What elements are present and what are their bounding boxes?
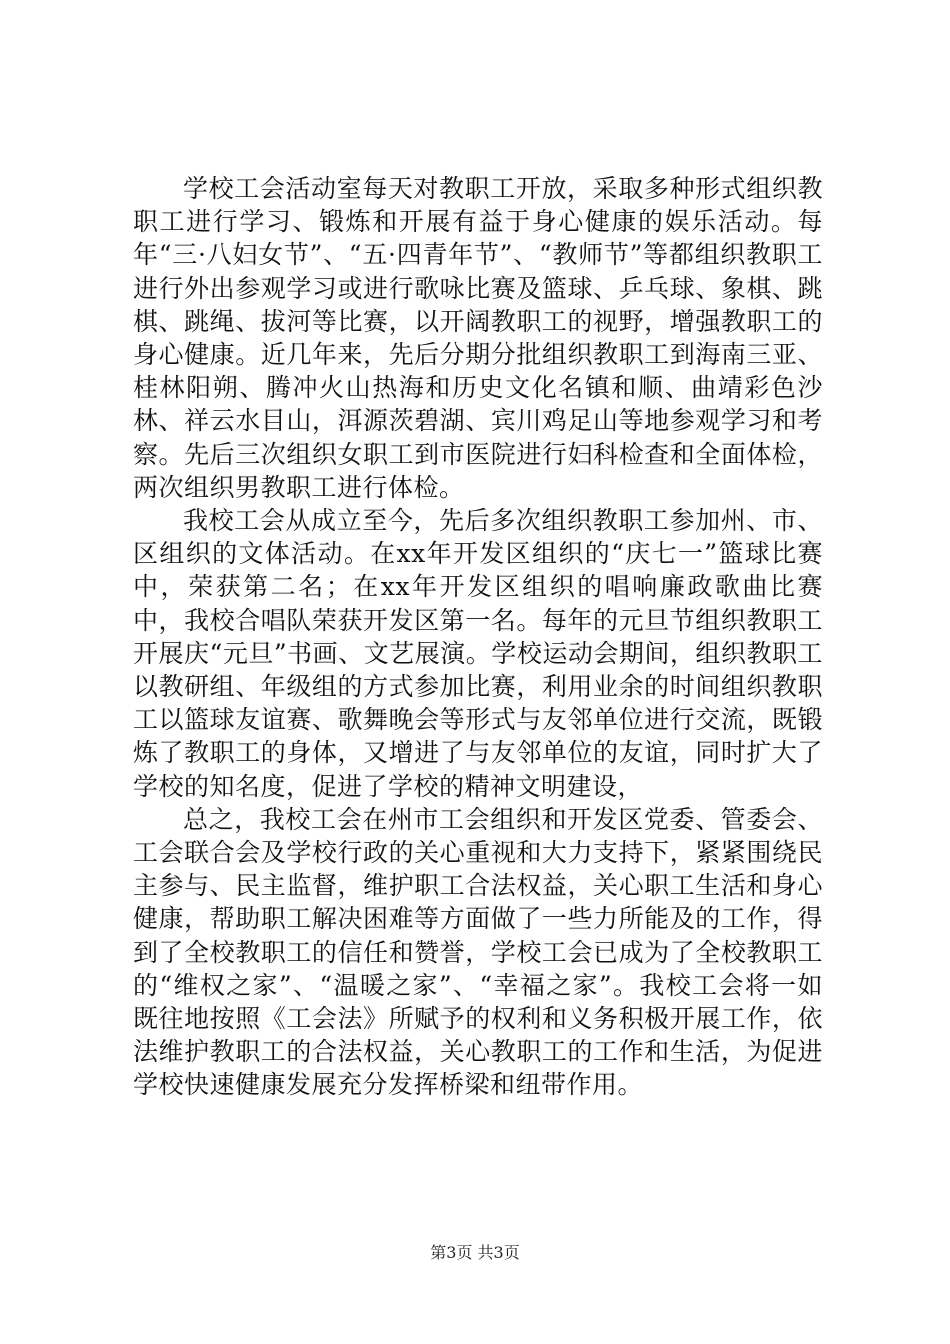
paragraph-activities: 学校工会活动室每天对教职工开放，采取多种形式组织教职工进行学习、锻炼和开展有益于身心健康的娱乐活动。每年“三·八妇女节”、“五·四青年节”、“教师节”等都组织教职工进行外出参观学习或进行歌咏比赛及篮球、乒乓球、象棋、跳棋、跳绳、拔河等比赛，以开阔教职工的视野，增强教职工的身心健康。近几年来，先后分期分批组织教职工到海南三亚、桂林阳朔、腾冲火山热海和历史文化名镇和顺、曲靖彩色沙林、祥云水目山，洱源茨碧湖、宾川鸡足山等地参观学习和考察。先后三次组织女职工到市医院进行妇科检查和全面体检，两次组织男教职工进行体检。: [133, 174, 823, 502]
paragraph-summary: 总之，我校工会在州市工会组织和开发区党委、管委会、工会联合会及学校行政的关心重视和大力支持下，紧紧围绕民主参与、民主监督，维护职工合法权益，关心职工生活和身心健康，帮助职工解决困难等方面做了一些力所能及的工作，得到了全校教职工的信任和赞誉，学校工会已成为了全校教职工的“维权之家”、“温暖之家”、“幸福之家”。我校工会将一如既往地按照《工会法》所赋予的权利和义务积极开展工作，依法维护教职工的合法权益，关心教职工的工作和生活，为促进学校快速健康发展充分发挥桥梁和纽带作用。: [133, 804, 823, 1100]
paragraph-achievements: 我校工会从成立至今，先后多次组织教职工参加州、市、区组织的文体活动。在xx年开发区组织的“庆七一”篮球比赛中，荣获第二名；在xx年开发区组织的唱响廉政歌曲比赛中，我校合唱队荣获开发区第一名。每年的元旦节组织教职工开展庆“元旦”书画、文艺展演。学校运动会期间，组织教职工以教研组、年级组的方式参加比赛，利用业余的时间组织教职工以篮球友谊赛、歌舞晚会等形式与友邻单位进行交流，既锻炼了教职工的身体，又增进了与友邻单位的友谊，同时扩大了学校的知名度，促进了学校的精神文明建设，: [133, 506, 823, 801]
document-body: [133, 172, 823, 1102]
page-number-footer: 第3页 共3页: [430, 1243, 520, 1262]
